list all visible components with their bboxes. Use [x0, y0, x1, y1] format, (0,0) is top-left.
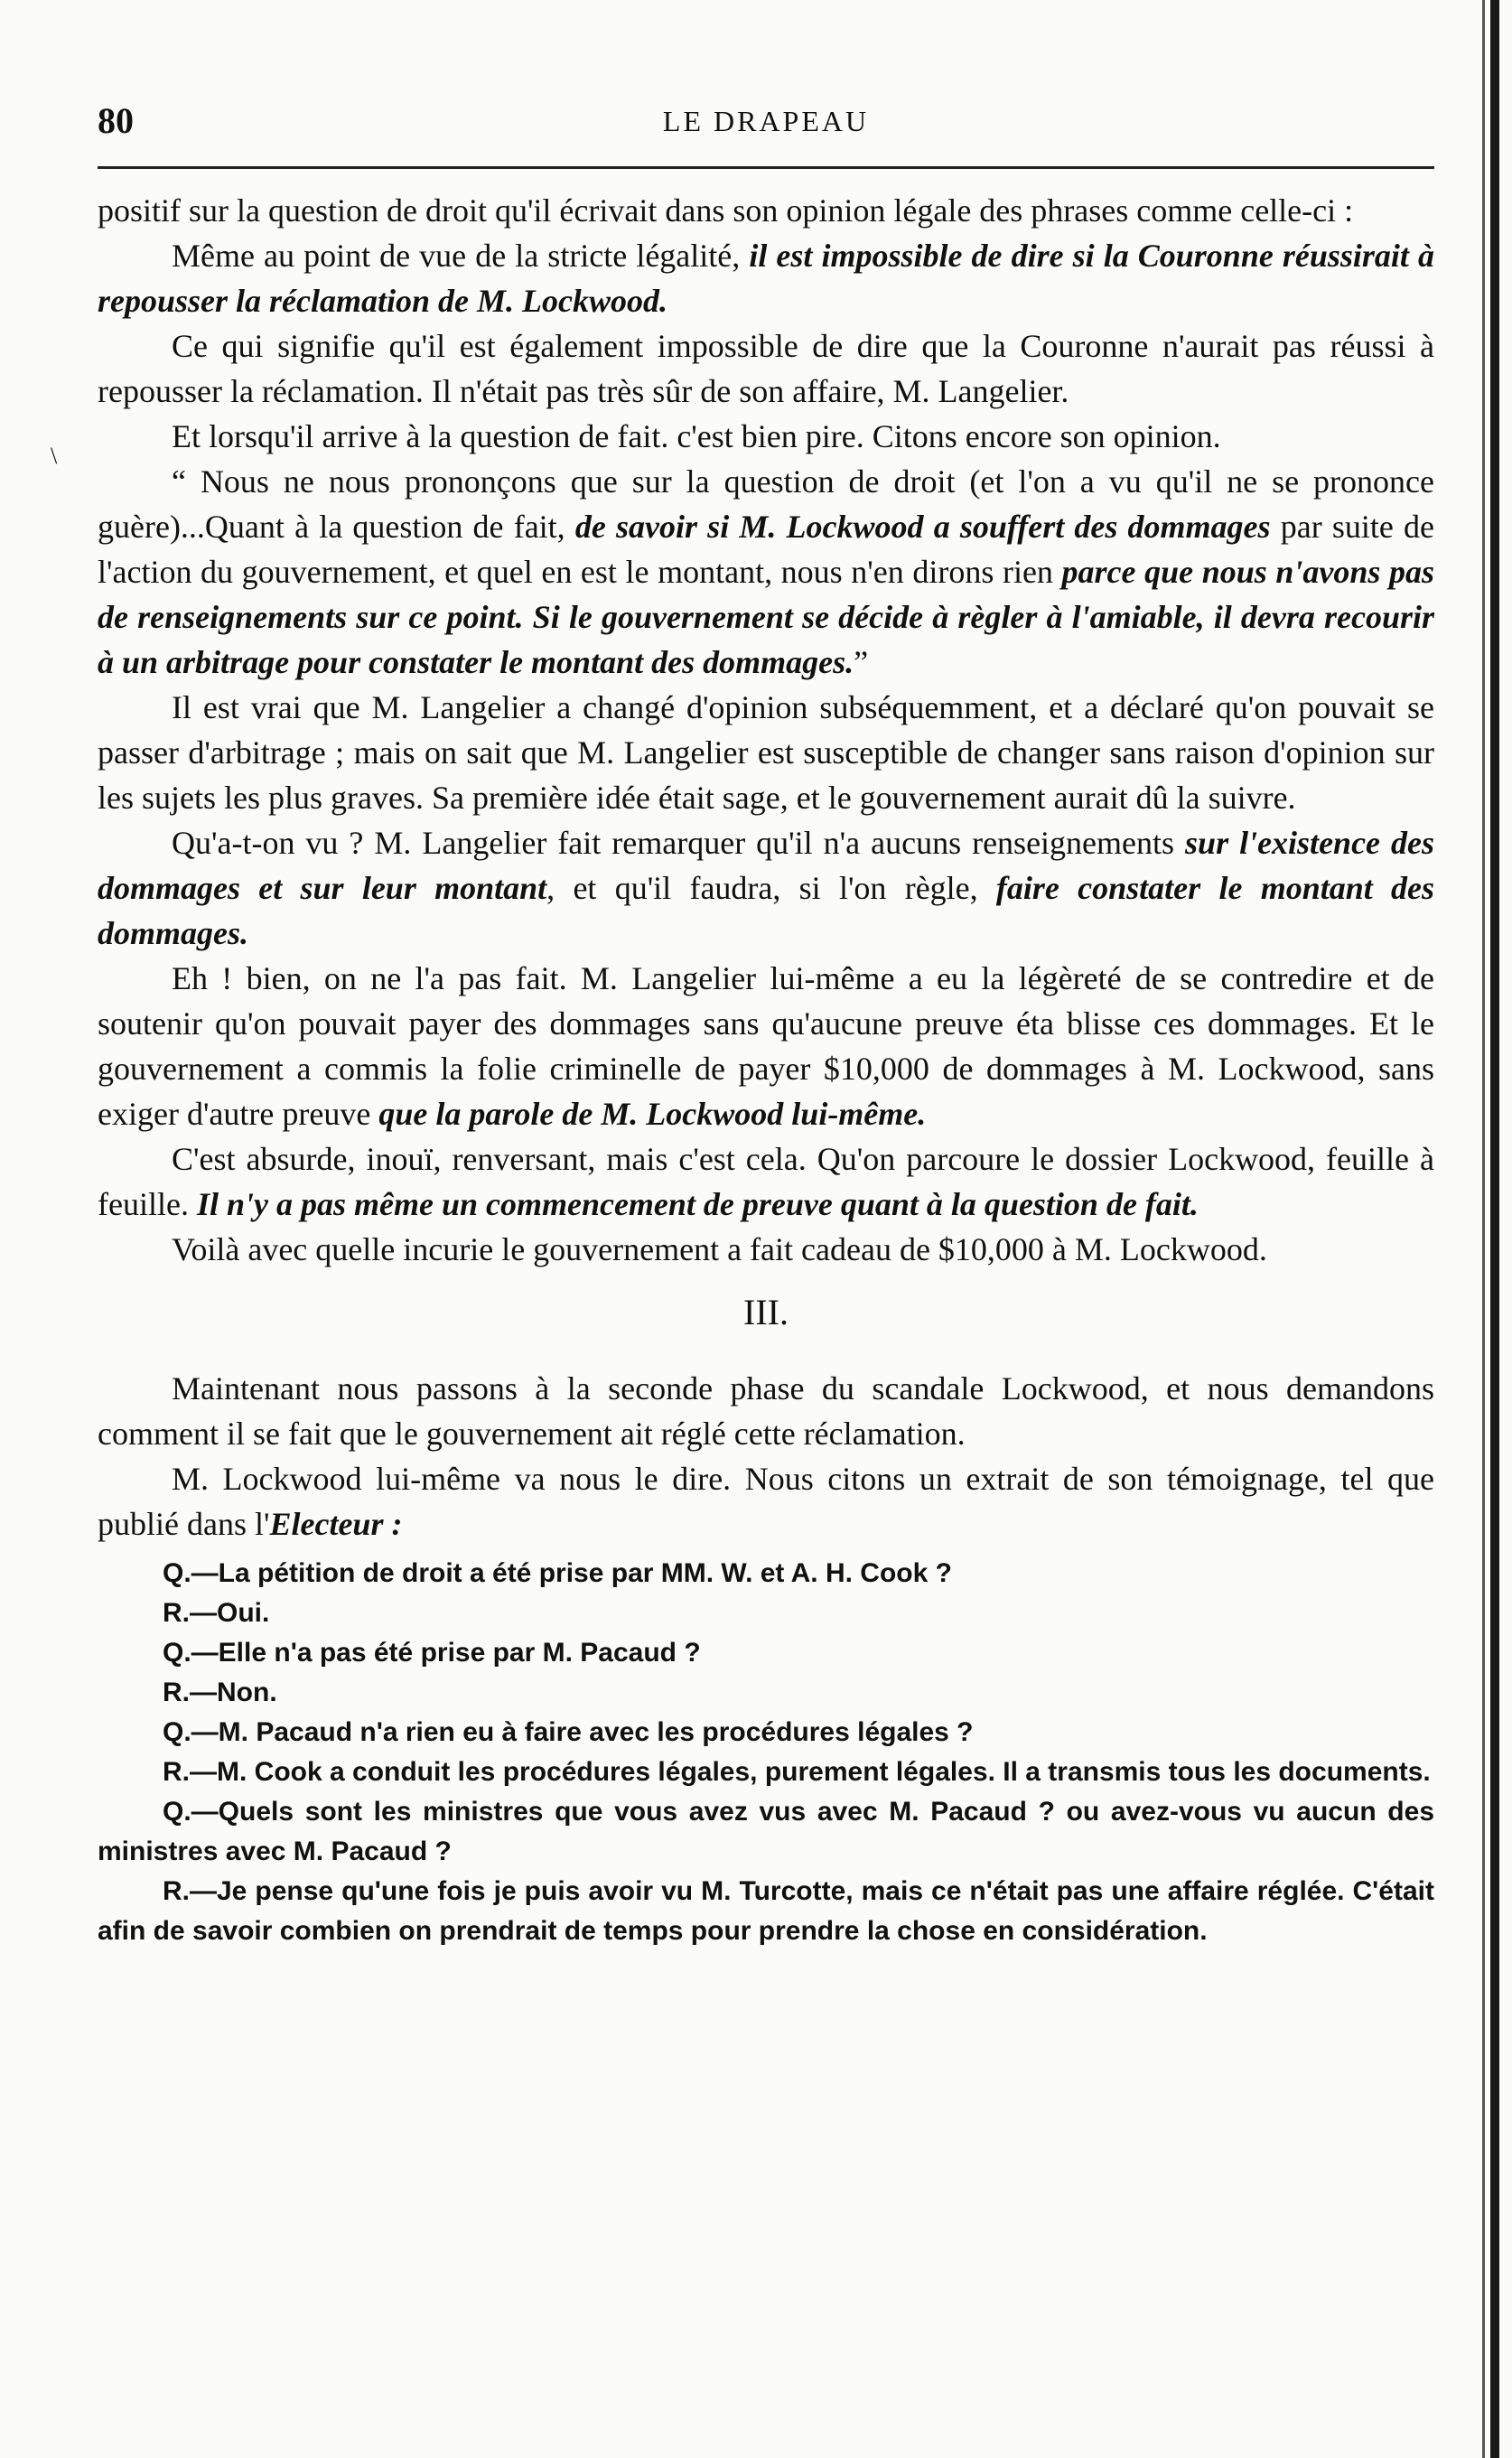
- testimony-line: R.—Je pense qu'une fois je puis avoir vu M. Turcotte, mais ce n'était pas une affaire réglée. C'était afin de savoir combien on prendrait de temps pour prendre la chose en considération.: [98, 1876, 1434, 1946]
- text-run: M. Lockwood lui-même va nous le dire. Nous citons un extrait de son témoignage, tel que publié dans l': [98, 1461, 1434, 1542]
- testimony-line: R.—M. Cook a conduit les procédures légales, purement légales. Il a transmis tous les documents.: [163, 1757, 1431, 1787]
- testimony-line: Q.—M. Pacaud n'a rien eu à faire avec les procédures légales ?: [163, 1717, 974, 1747]
- text-run: par suite de l'action du gouvernement, et quel en est le montant, nous n'en dirons rien: [98, 509, 1435, 590]
- article-body: [98, 188, 1434, 1951]
- text-run: Eh ! bien, on ne l'a pas fait. M. Langelier lui-même a eu la légèreté de se contredire et de soutenir qu'on pouvait payer des dommages sans qu'aucune preuve éta blisse ces dommages. Et le gouvernement a commis la folie criminelle de payer $10,000 de dommages à M. Lockwood, sans exiger d'autre preuve: [98, 960, 1434, 1132]
- paragraph: [98, 1456, 1434, 1547]
- text-run: Qu'a-t-on vu ? M. Langelier fait remarquer qu'il n'a aucuns renseignements: [172, 825, 1186, 861]
- page-header: [98, 99, 1434, 154]
- paragraph: [98, 820, 1434, 956]
- running-title: LE DRAPEAU: [662, 105, 870, 137]
- text-run: , et qu'il faudra, si l'on règle,: [546, 870, 996, 906]
- italic-quote: que la parole de M. Lockwood lui-même.: [378, 1096, 927, 1132]
- page-binding-edge: [1490, 0, 1499, 2458]
- italic-quote: il est impossible de dire si la Couronne réussirait à repousser la réclamation de M. Lockwood.: [98, 238, 1434, 319]
- text-run: “ Nous ne nous prononçons que sur la question de droit (et l'on a vu qu'il ne se prononce guère)...Quant à la question de fait,: [98, 463, 1434, 545]
- paragraph: Et lorsqu'il arrive à la question de fait. c'est bien pire. Citons encore son opinion.: [172, 418, 1221, 454]
- italic-quote: Il n'y a pas même un commencement de preuve quant à la question de fait.: [196, 1186, 1199, 1222]
- testimony-line: R.—Oui.: [163, 1598, 270, 1628]
- paragraph: Ce qui signifie qu'il est également impossible de dire que la Couronne n'aurait pas réussi à repousser la réclamation. Il n'était pas très sûr de son affaire, M. Langelier.: [98, 328, 1434, 409]
- italic-title: Electeur :: [269, 1506, 403, 1542]
- italic-quote: de savoir si M. Lockwood a souffert des dommages: [574, 509, 1271, 545]
- italic-quote: parce que nous n'avons pas de renseignements sur ce point. Si le gouvernement se décide à règler à l'amiable, il devra recourir à un arbitrage pour constater le montant des dommages.: [98, 554, 1434, 680]
- section-heading: III.: [743, 1292, 789, 1332]
- testimony-line: R.—Non.: [163, 1678, 277, 1707]
- testimony-line: Q.—La pétition de droit a été prise par MM. W. et A. H. Cook ?: [163, 1558, 952, 1588]
- paragraph: positif sur la question de droit qu'il écrivait dans son opinion légale des phrases comme celle-ci :: [98, 192, 1354, 229]
- italic-quote: faire constater le montant des dommages.: [98, 870, 1435, 951]
- paragraph: Voilà avec quelle incurie le gouvernement a fait cadeau de $10,000 à M. Lockwood.: [172, 1231, 1267, 1267]
- italic-quote: sur l'existence des dommages et sur leur montant: [98, 825, 1435, 906]
- paragraph: [98, 233, 1434, 323]
- paragraph: [98, 956, 1434, 1136]
- paragraph: [98, 459, 1434, 685]
- page-number: 80: [98, 100, 134, 141]
- paragraph: [98, 1136, 1434, 1227]
- text-run: ”: [854, 644, 869, 680]
- page-binding-shadow: [1482, 0, 1485, 2458]
- header-rule: [98, 166, 1434, 169]
- paragraph: Il est vrai que M. Langelier a changé d'opinion subséquemment, et a déclaré qu'on pouvait se passer d'arbitrage ; mais on sait que M. Langelier est susceptible de changer sans raison d'opinion sur les sujets les plus graves. Sa première idée était sage, et le gouvernement aurait dû la suivre.: [98, 689, 1434, 816]
- paragraph: Maintenant nous passons à la seconde phase du scandale Lockwood, et nous demandons comment il se fait que le gouvernement ait réglé cette réclamation.: [98, 1370, 1434, 1452]
- testimony-line: Q.—Quels sont les ministres que vous avez vus avec M. Pacaud ? ou avez-vous vu aucun des ministres avec M. Pacaud ?: [98, 1797, 1434, 1866]
- text-run: C'est absurde, inouï, renversant, mais c'est cela. Qu'on parcoure le dossier Lockwood, feuille à feuille.: [98, 1141, 1434, 1222]
- margin-mark: \: [51, 443, 58, 469]
- testimony-extract: [98, 1554, 1434, 1951]
- testimony-line: Q.—Elle n'a pas été prise par M. Pacaud ?: [163, 1638, 701, 1668]
- text-run: Même au point de vue de la stricte légalité,: [172, 238, 750, 274]
